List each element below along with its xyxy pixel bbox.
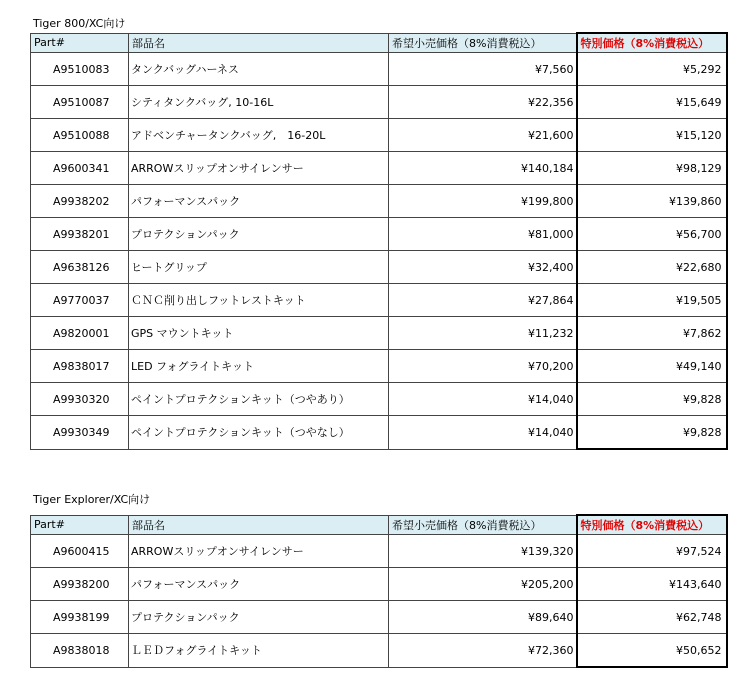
part-name-cell: ヒートグリップ <box>129 251 389 284</box>
part-name-cell: ARROWスリップオンサイレンサー <box>129 152 389 185</box>
table-row <box>31 218 727 251</box>
special-price-cell: ¥50,652 <box>577 634 727 668</box>
header-part-name: 部品名 <box>129 33 389 53</box>
table-row <box>31 535 727 568</box>
part-number-cell: A9938202 <box>31 185 129 218</box>
header-part-number: Part# <box>31 515 129 535</box>
table-row <box>31 416 727 450</box>
price-table-tiger-800 <box>30 32 728 450</box>
retail-price-cell: ¥22,356 <box>389 86 577 119</box>
part-number-cell: A9838018 <box>31 634 129 668</box>
table-row <box>31 185 727 218</box>
header-retail-price: 希望小売価格（8%消費税込） <box>389 33 577 53</box>
retail-price-cell: ¥7,560 <box>389 53 577 86</box>
part-name-cell: パフォーマンスパック <box>129 568 389 601</box>
special-price-cell: ¥56,700 <box>577 218 727 251</box>
part-name-cell: ペイントプロテクションキット（つやあり） <box>129 383 389 416</box>
part-name-cell: ARROWスリップオンサイレンサー <box>129 535 389 568</box>
retail-price-cell: ¥199,800 <box>389 185 577 218</box>
table-row <box>31 53 727 86</box>
table-row <box>31 350 727 383</box>
part-number-cell: A9930349 <box>31 416 129 450</box>
part-number-cell: A9770037 <box>31 284 129 317</box>
table-row <box>31 601 727 634</box>
table-row <box>31 119 727 152</box>
retail-price-cell: ¥32,400 <box>389 251 577 284</box>
part-number-cell: A9638126 <box>31 251 129 284</box>
part-number-cell: A9600341 <box>31 152 129 185</box>
special-price-cell: ¥9,828 <box>577 383 727 416</box>
part-name-cell: パフォーマンスパック <box>129 185 389 218</box>
table-header-row <box>31 515 727 535</box>
part-name-cell: プロテクションパック <box>129 601 389 634</box>
part-number-cell: A9938201 <box>31 218 129 251</box>
part-name-cell: LED フォグライトキット <box>129 350 389 383</box>
part-number-cell: A9510088 <box>31 119 129 152</box>
table-row <box>31 568 727 601</box>
retail-price-cell: ¥11,232 <box>389 317 577 350</box>
special-price-cell: ¥49,140 <box>577 350 727 383</box>
part-number-cell: A9510087 <box>31 86 129 119</box>
retail-price-cell: ¥89,640 <box>389 601 577 634</box>
part-name-cell: ペイントプロテクションキット（つやなし） <box>129 416 389 450</box>
special-price-cell: ¥22,680 <box>577 251 727 284</box>
table-row <box>31 152 727 185</box>
part-number-cell: A9938199 <box>31 601 129 634</box>
part-number-cell: A9600415 <box>31 535 129 568</box>
special-price-cell: ¥5,292 <box>577 53 727 86</box>
part-name-cell: タンクバッグハーネス <box>129 53 389 86</box>
special-price-cell: ¥19,505 <box>577 284 727 317</box>
special-price-cell: ¥62,748 <box>577 601 727 634</box>
special-price-cell: ¥97,524 <box>577 535 727 568</box>
retail-price-cell: ¥139,320 <box>389 535 577 568</box>
table-row <box>31 86 727 119</box>
special-price-cell: ¥143,640 <box>577 568 727 601</box>
header-part-number: Part# <box>31 33 129 53</box>
table-header-row <box>31 33 727 53</box>
price-table-tiger-explorer <box>30 514 728 668</box>
retail-price-cell: ¥72,360 <box>389 634 577 668</box>
part-number-cell: A9820001 <box>31 317 129 350</box>
part-name-cell: ＣＮＣ削り出しフットレストキット <box>129 284 389 317</box>
special-price-cell: ¥7,862 <box>577 317 727 350</box>
part-number-cell: A9930320 <box>31 383 129 416</box>
special-price-cell: ¥15,649 <box>577 86 727 119</box>
part-name-cell: アドベンチャータンクバッグ, 16-20L <box>129 119 389 152</box>
retail-price-cell: ¥70,200 <box>389 350 577 383</box>
table-row <box>31 284 727 317</box>
table-row <box>31 317 727 350</box>
retail-price-cell: ¥14,040 <box>389 416 577 450</box>
header-special-price: 特別価格（8%消費税込） <box>577 33 727 53</box>
retail-price-cell: ¥81,000 <box>389 218 577 251</box>
section-title-tiger-explorer: Tiger Explorer/XC向け <box>33 493 151 506</box>
part-name-cell: プロテクションパック <box>129 218 389 251</box>
part-number-cell: A9838017 <box>31 350 129 383</box>
special-price-cell: ¥139,860 <box>577 185 727 218</box>
part-name-cell: シティタンクバッグ, 10-16L <box>129 86 389 119</box>
header-retail-price: 希望小売価格（8%消費税込） <box>389 515 577 535</box>
table-row <box>31 634 727 668</box>
special-price-cell: ¥15,120 <box>577 119 727 152</box>
part-name-cell: ＬＥＤフォグライトキット <box>129 634 389 668</box>
retail-price-cell: ¥205,200 <box>389 568 577 601</box>
part-number-cell: A9510083 <box>31 53 129 86</box>
section-title-tiger-800: Tiger 800/XC向け <box>33 17 126 30</box>
table-row <box>31 251 727 284</box>
header-special-price: 特別価格（8%消費税込） <box>577 515 727 535</box>
special-price-cell: ¥9,828 <box>577 416 727 450</box>
special-price-cell: ¥98,129 <box>577 152 727 185</box>
part-name-cell: GPS マウントキット <box>129 317 389 350</box>
part-number-cell: A9938200 <box>31 568 129 601</box>
header-part-name: 部品名 <box>129 515 389 535</box>
retail-price-cell: ¥140,184 <box>389 152 577 185</box>
table-row <box>31 383 727 416</box>
retail-price-cell: ¥14,040 <box>389 383 577 416</box>
retail-price-cell: ¥27,864 <box>389 284 577 317</box>
retail-price-cell: ¥21,600 <box>389 119 577 152</box>
